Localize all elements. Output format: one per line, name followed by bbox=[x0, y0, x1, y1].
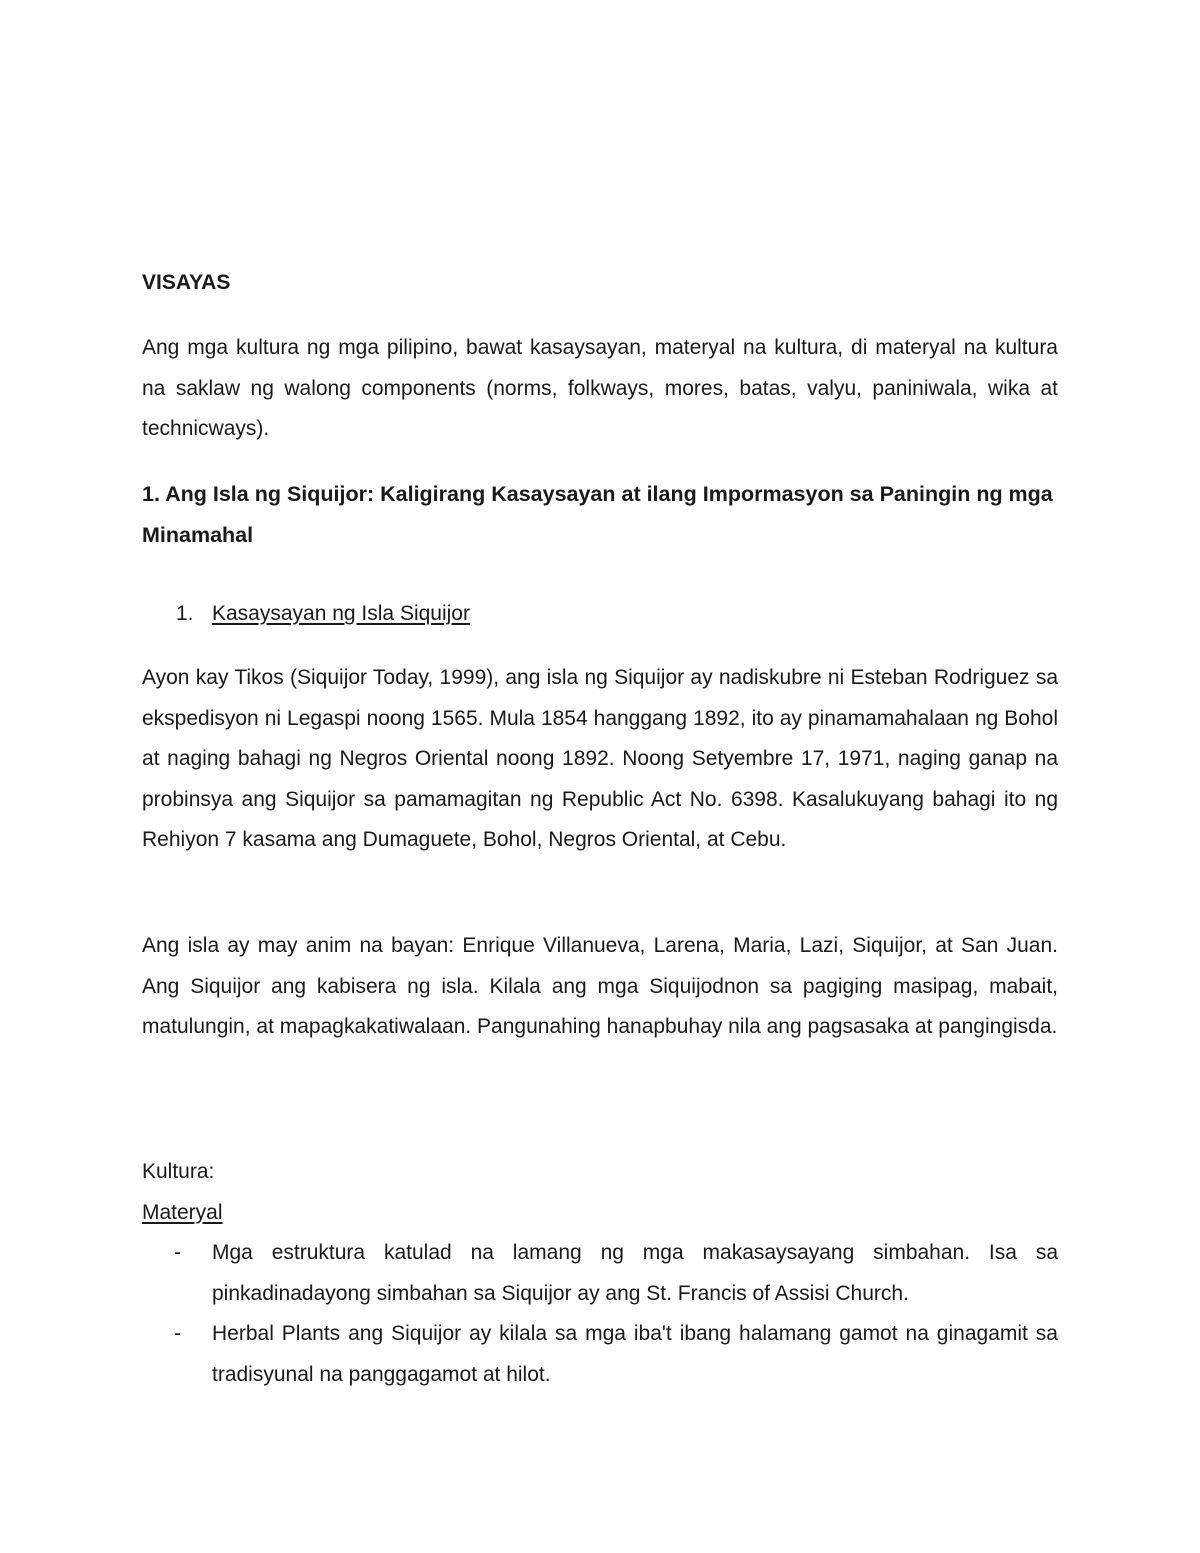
intro-block bbox=[142, 328, 1058, 450]
document-heading: VISAYAS bbox=[142, 271, 231, 294]
history-paragraph-block bbox=[142, 658, 1058, 861]
subsection-block bbox=[142, 594, 1058, 635]
list-item bbox=[142, 1233, 1058, 1314]
intro-paragraph: Ang mga kultura ng mga pilipino, bawat kasaysayan, materyal na kultura, di materyal na kultura na saklaw ng walong components (norms, folkways, mores, batas, valyu, paniniwala, wika at technicways). bbox=[142, 336, 1058, 440]
subsection-title: Kasaysayan ng Isla Siquijor bbox=[212, 602, 470, 625]
kultura-label: Kultura: bbox=[142, 1160, 215, 1183]
section-title-block bbox=[142, 474, 1058, 556]
section-title: 1. Ang Isla ng Siquijor: Kaligirang Kasaysayan at ilang Impormasyon sa Paningin ng mga Minamahal bbox=[142, 482, 1053, 547]
list-item-text: Mga estruktura katulad na lamang ng mga makasaysayang simbahan. Isa sa pinkadinadayong simbahan sa Siquijor ay ang St. Francis of Assisi Church. bbox=[212, 1241, 1058, 1305]
materyal-label: Materyal bbox=[142, 1200, 223, 1224]
kultura-block bbox=[142, 1152, 1058, 1395]
towns-paragraph: Ang isla ay may anim na bayan: Enrique Villanueva, Larena, Maria, Lazi, Siquijor, at San Juan. Ang Siquijor ang kabisera ng isla. Kilala ang mga Siquijodnon sa pagiging masipag, mabait, matulungin, at mapagkakatiwalaan. Pangunahing hanapbuhay nila ang pagsasaka at pangingisda. bbox=[142, 934, 1058, 1038]
dash-marker: - bbox=[174, 1322, 181, 1345]
list-item bbox=[142, 1314, 1058, 1395]
subsection-heading bbox=[142, 594, 1058, 635]
subsection-number: 1. bbox=[176, 602, 194, 625]
document-heading-block bbox=[142, 263, 1058, 304]
materyal-list bbox=[142, 1233, 1058, 1395]
dash-marker: - bbox=[174, 1241, 181, 1264]
list-item-text: Herbal Plants ang Siquijor ay kilala sa mga iba't ibang halamang gamot na ginagamit sa tradisyunal na panggagamot at hilot. bbox=[212, 1322, 1058, 1386]
towns-paragraph-block bbox=[142, 926, 1058, 1048]
history-paragraph: Ayon kay Tikos (Siquijor Today, 1999), ang isla ng Siquijor ay nadiskubre ni Esteban Rodriguez sa ekspedisyon ni Legaspi noong 1565. Mula 1854 hanggang 1892, ito ay pinamamahalaan ng Bohol at naging bahagi ng Negros Oriental noong 1892. Noong Setyembre 17, 1971, naging ganap na probinsya ang Siquijor sa pamamagitan ng Republic Act No. 6398. Kasalukuyang bahagi ito ng Rehiyon 7 kasama ang Dumaguete, Bohol, Negros Oriental, at Cebu. bbox=[142, 666, 1058, 851]
